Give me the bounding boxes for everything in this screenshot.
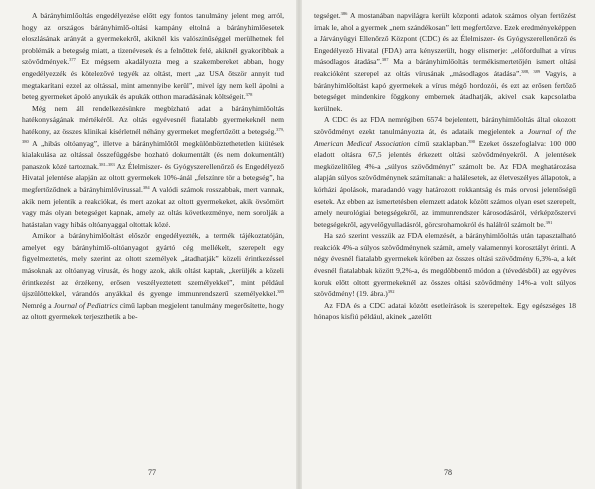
page-number-left: 77 <box>148 468 156 477</box>
journal-title: Journal of the American Medical Association <box>314 126 576 148</box>
paragraph <box>314 10 576 114</box>
left-page-text <box>22 10 284 323</box>
book-gutter <box>296 0 302 489</box>
text-run: Még nem áll rendelkezésünkre megbízható adat a bárányhimlőoltás hatékonyságának mértékéről. Az oltás egyévesnél fiatalabb gyermekeknél nem hatékony, az összes klinikai kísérletnél néhány gyermeket megfertőzött a betegség. <box>22 103 284 136</box>
text-run: A valódi számok rosszabbak, mert vannak, akik nem jelentik a reakciókat, és mert azokat az oltott gyermekeket, akik övsömört vagy más olyan betegséget kapnak, amely az oltás következménye, nem sorolják a hatástalan vagy hibás oltóanyaggal oltottak közé. <box>22 184 285 229</box>
text-run: című lapban megjelent tanulmány megerősítette, hogy az oltott gyermekek terjeszthetik a be- <box>22 300 284 322</box>
right-page-text <box>314 10 576 323</box>
text-run: A „hibás oltóanyag”, illetve a bárányhimlőtől megkülönböztethetetlen kiütések kialakulása az oltással összefüggésbe hozható dokumentált (és nem dokumentált) panaszok közé tartoznak. <box>22 138 284 171</box>
paragraph <box>314 230 576 300</box>
text-run: Ezeket összefoglalva: 100 000 eladott oltásra 67,5 jelentés érkezett oltási szövődményekről. A jelentések megközelítőleg 4%-a „súlyos szövődményt” számolt be. Az FDA meghatározása alapján súlyos szövődménynek számítanak: a halálesetek, az életveszélyes állapotok, a kórházi ápolások, maradandó vagy határozott rokkantság és más orvosi jelentőségű esetek. Az ebben az ismertetésben elemzett adatok között számos olyan eset szerepelt, amely neurológiai betegségekről, az immunrendszer károsodásáról, vérképzőszervi betegségekről, agyvelőgyulladásról, görcsrohamokról és halálról számolt be. <box>314 138 577 229</box>
footnote-ref: 384 <box>142 184 150 190</box>
page-number-right: 78 <box>444 468 452 477</box>
text-run: Nemrég a <box>22 300 54 310</box>
text-run: című szaklapban. <box>410 138 469 148</box>
footnote-ref: 390 <box>468 138 476 144</box>
text-run: Ez mégsem akadályozta meg a szakembereket abban, hogy engedélyezzék és kötelezővé tegyék az oltást, mert „az USA őtször annyit tud megtakarítani ezzel az oltással, mint amennyibe kerül”, mivel így nem kell ápolni a beteg gyermeket ápoló anyukák és apukák otthon maradásának költségeit. <box>22 57 284 102</box>
text-run: Az Élelmiszer- és Gyógyszerellenőrző és Engedélyező Hivatal jelentése alapján az oltott gyermekek 10%-ánál „felszínre tör a betegség”, ha megfertőződnek a bárányhimlővírussal. <box>22 161 285 194</box>
footnote-ref: 379, 380 <box>22 126 284 144</box>
footnote-ref: 381–383 <box>98 161 115 167</box>
paragraph <box>314 114 576 230</box>
footnote-ref: 387 <box>381 57 389 63</box>
paragraph <box>314 300 576 323</box>
text-run: A mostanában napvilágra került központi adatok számos olyan fertőzést írnak le, ahol a gyermek „nem szándékosan” lett megfertőzve. Ezek eredményeképpen a Járványügyi Ellenőrző Központ (CDC) és az Élelmiszer- és Gyógyszerellenőrző és Engedélyező Hivatal (FDA) arra kényszerült, hogy elismerje: „előfordulhat a vírus másodlagos átadása”. <box>314 11 576 67</box>
footnote-ref: 391 <box>545 219 553 225</box>
footnote-ref: 386 <box>340 11 348 16</box>
text-run: A CDC és az FDA nemrégiben 6574 bejelentett, bárányhimlőoltás által okozott szövődményt ezekt tanulmányozta át, és adataik megjelentek a <box>314 115 576 136</box>
footnote-ref: 392 <box>387 289 395 295</box>
text-run: Az FDA és a CDC adatai között esetleírások is szerepeltek. Egy egészséges 18 hónapos kisfiú például, akinek „azelőtt <box>314 300 576 322</box>
paragraph <box>22 103 284 231</box>
text-run: Vagyis, a bárányhimlőoltást kapó gyermekek a vírus mégő hordozói, és ezt az erősen fertőző betegséget mindenkire föggkony embernek átadhatják, akivel csak kapcsolatba kerülnek. <box>314 68 577 113</box>
text-run: Ma a bárányhimlőoltás termékismertetőjén ismert oltási reakcióként szerepel az oltás vírusának „másodlagos átadása”. <box>314 57 576 78</box>
footnote-ref: 388, 389 <box>521 68 541 74</box>
paragraph <box>22 10 284 103</box>
footnote-ref: 385 <box>277 289 284 295</box>
paragraph <box>22 230 284 323</box>
text-run: Amikor a bárányhimlőoltást először engedélyezték, a termék tájékoztatóján, amelyet egy bárányhimlő-oltóanyagot gyártó cég mellékelt, szerepelt egy figyelmeztetés, mely szerint az oltott személyek „átadhatják” közeli érintkezéssel másoknak az oltóanyag vírusát, és hogy azok, akik oltást kaptak, „kerüljék a közeli érintkezést az érzékeny, erősen veszélyeztetett személyekkel”, mint például újszülöttekkel, várandós anyákkal és gyenge immunrendszerű személyekkel. <box>22 231 284 299</box>
text-run: Ha szó szerint vesszük az FDA elemzését, a bárányhimlőoltás után tapasztalható reakciók 4%-a súlyos szövődménynek számít, amely valamennyi korosztályt érinti. A négy évesnél fiatalabb gyermekek körében az összes oltási szövődmény 6,3%-a, a két évesnél fiatalabbak között 9,2%-a, és megdöbbentő módon a (tévedésből) az egyéves koruk előtt oltott gyermekeknél az összes oltási szövődmény 14%-a volt súlyos szövődmény! (19. ábra.) <box>314 231 576 299</box>
text-run: A bárányhimlőoltás engedélyezése előtt egy fontos tanulmány jelent meg arról, hogy az országos bárányhimlő-oltási kampány eltolná a bárányhimlőesetek eloszlásának arányát a gyermekekről, akiknél kis valószínűséggel merülhetnek fel problémák a betegség miatt, a tizenévesek és a felnőttek felé, akiknél gyakoribbak a szövődmények. <box>22 11 284 67</box>
footnote-ref: 378 <box>245 92 253 98</box>
journal-title: Journal of Pediatrics <box>53 300 118 310</box>
text-run: tegséget. <box>314 11 341 20</box>
footnote-ref: 377 <box>69 57 76 63</box>
